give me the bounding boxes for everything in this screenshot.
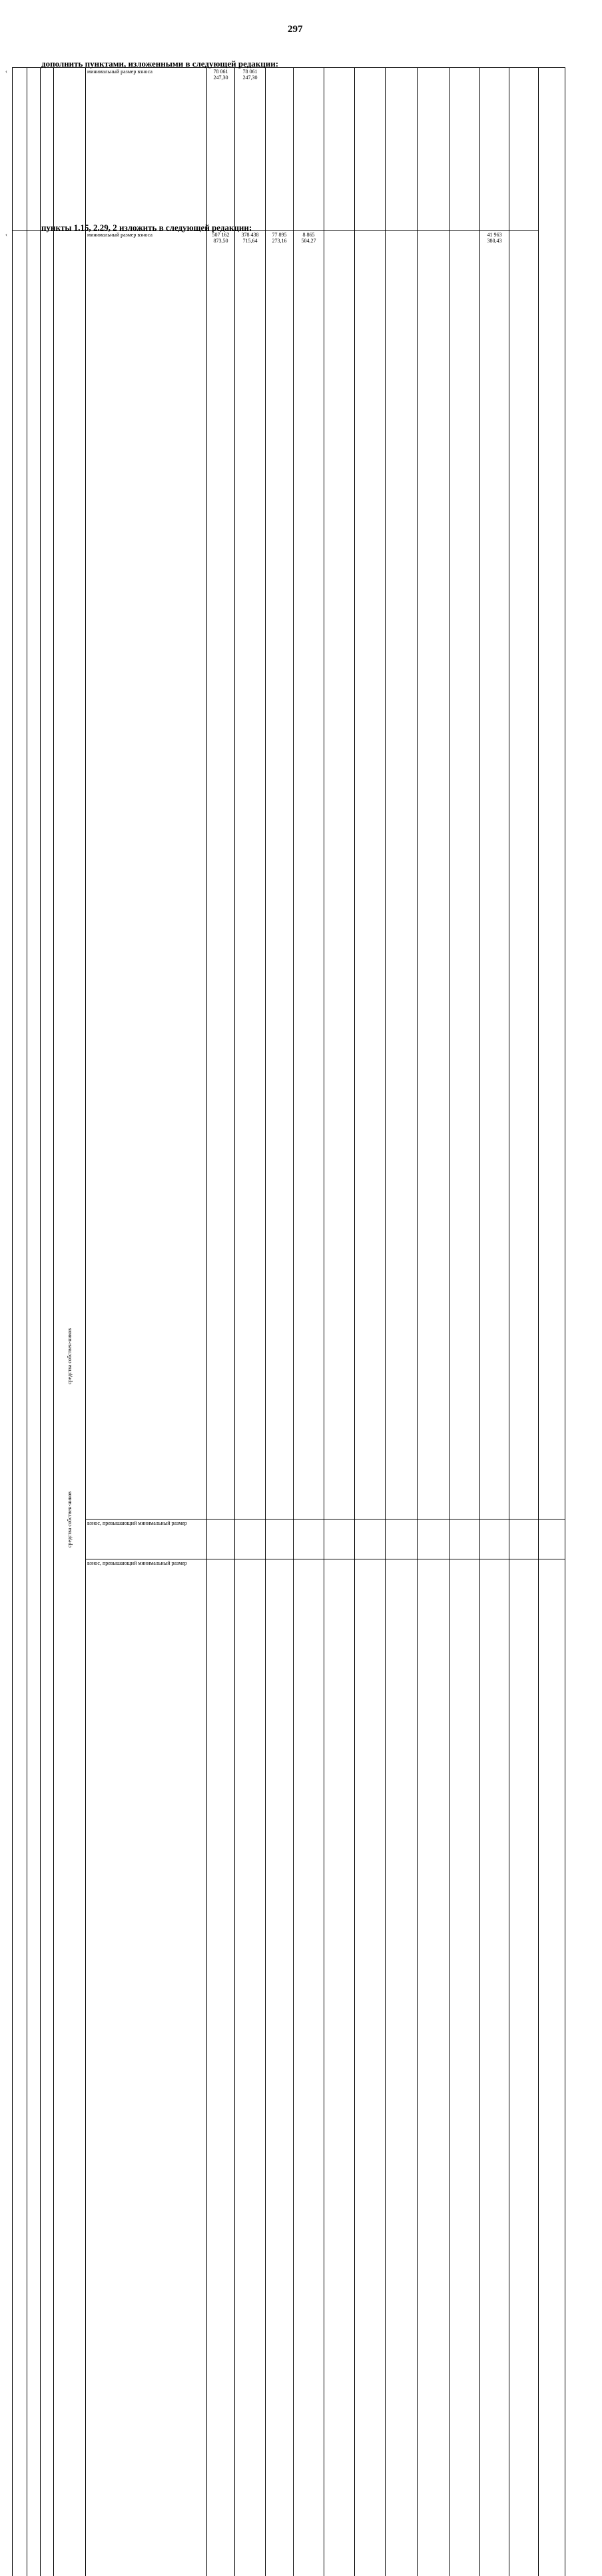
row-label-min-fee: минимальный размер взноса <box>86 231 207 1519</box>
cell-value: 78 061 247,30 <box>207 68 235 1559</box>
cell-value: 78 061 247,30 <box>235 68 266 1559</box>
item-number-cell <box>13 231 27 2576</box>
group-own-funds: средства собствен-ников <box>54 231 86 2576</box>
group-own-funds: средства собствен-ников <box>54 68 86 2576</box>
cell-value: 507 162 873,50 <box>207 231 235 1519</box>
cell-value: 41 963 380,43 <box>480 231 509 1519</box>
section-heading-replace: пункты 1.15, 2.29, 2 изложить в следующей редакции: <box>41 222 252 233</box>
margin-mark-top: ‹ <box>5 68 7 75</box>
repair-table-regional-total <box>12 230 565 2576</box>
row-label-min-fee: минимальный размер взноса <box>86 68 207 1559</box>
area-cell <box>41 231 54 2576</box>
total-label-cell <box>27 231 41 2576</box>
cell-value: 378 438 715,64 <box>235 231 266 1519</box>
cell-value: 8 865 504,27 <box>294 231 324 1519</box>
row-label-over-min: взнос, превышающий минимальный размер <box>86 1519 207 2576</box>
row-label-over-min: взнос, превышающий минимальный размер <box>86 1559 207 2576</box>
section-heading-add: дополнить пунктами, изложенными в следующей редакции: <box>41 59 278 69</box>
page-number: 297 <box>288 24 303 35</box>
margin-mark-bottom: ‹ <box>5 231 7 238</box>
cell-value: 77 895 273,16 <box>266 231 294 1519</box>
